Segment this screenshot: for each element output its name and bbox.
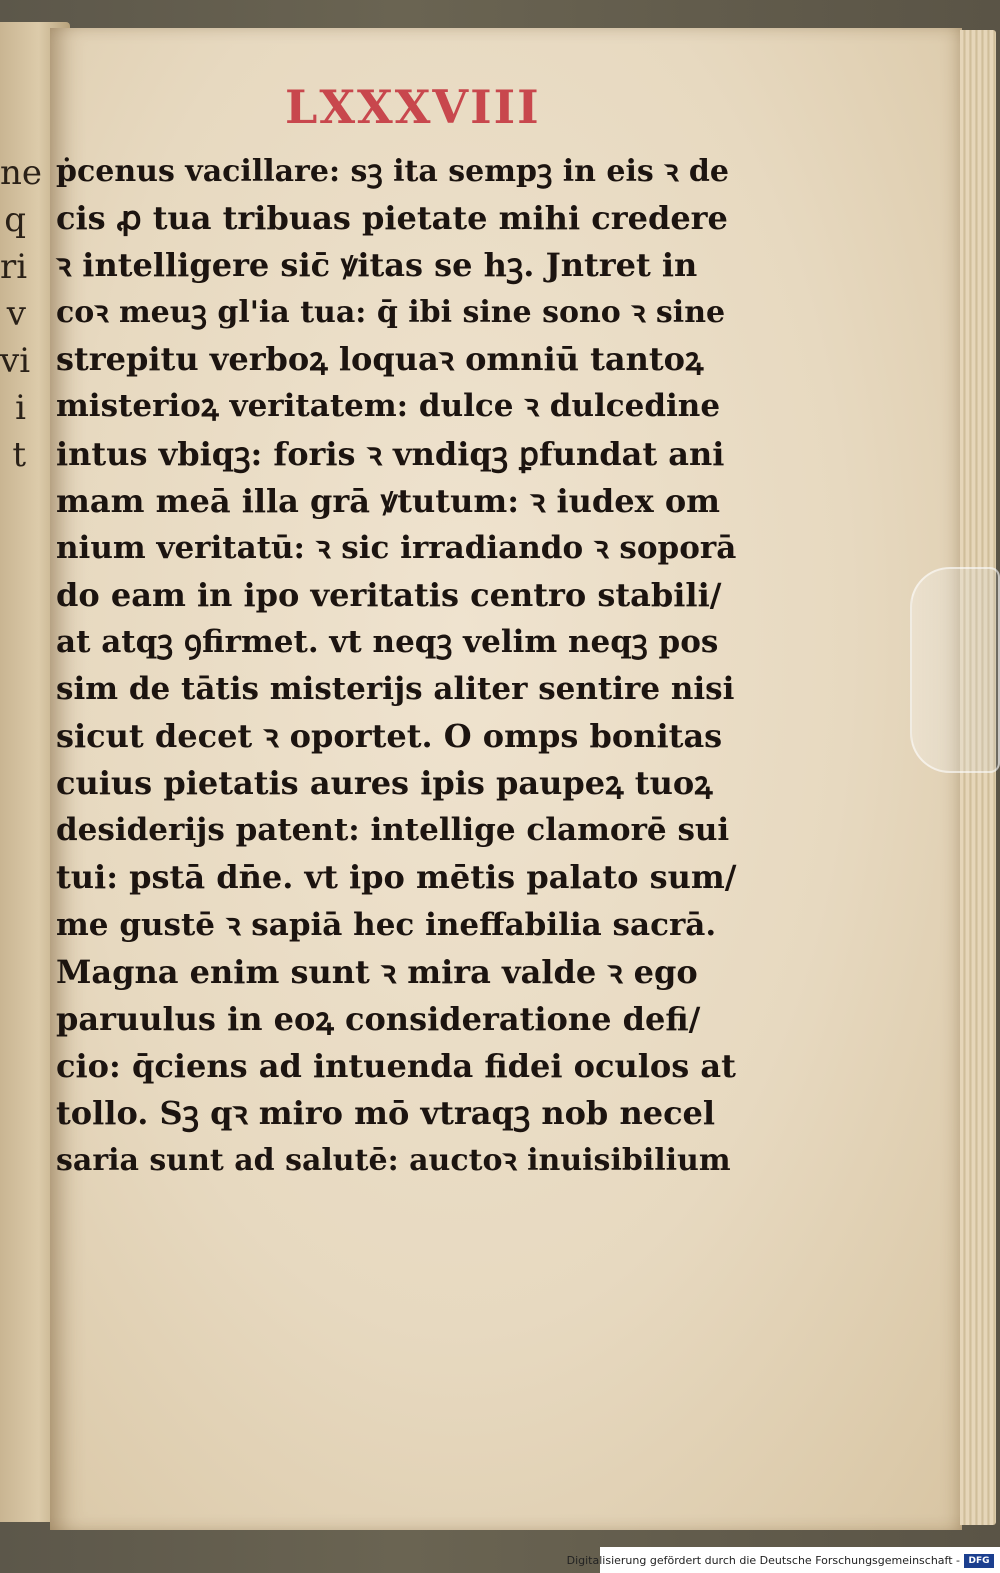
text-line: cio: q̄ciens ad intuenda fidei oculos at [56, 1046, 736, 1085]
text-line: desiderijs patent: intellige clamorē sui [56, 812, 730, 849]
margin-fragment [0, 479, 26, 526]
text-line: paruulus in eoꝝ consideratione defi/ [56, 999, 701, 1038]
text-line: at atqꝫ ꝯfirmet. vt neqꝫ velim neqꝫ pos [56, 623, 719, 660]
margin-fragment [0, 573, 26, 620]
text-line: nium veritatū: ꝛ sic irradiando ꝛ soporā [56, 529, 737, 566]
text-line: sim de tātis misterijs aliter sentire nisi [56, 671, 735, 708]
page-stack-edges [960, 30, 996, 1525]
text-line: do eam in ipo veritatis centro stabili/ [56, 575, 722, 614]
text-line: saria sunt ad salutē: auctoꝛ inuisibilium [56, 1142, 731, 1178]
margin-fragment: q [4, 200, 26, 240]
text-line: ṗcenus vacillare: sꝫ ita sempꝫ in eis ꝛ de [56, 154, 729, 189]
text-line: strepitu verboꝝ loquaꝛ omniū tantoꝝ [56, 340, 704, 379]
page-text [56, 148, 736, 1184]
margin-fragment: vi [0, 341, 31, 381]
folio-number: LXXXVIII [285, 80, 541, 134]
text-line: ꝛ intelligere sic̄ ꝟitas se hꝫ. Jntret in [56, 246, 698, 285]
footer-credit: Digitalisierung gefördert durch die Deutsche Forschungsgemeinschaft - [566, 1554, 960, 1567]
text-line: cis ꝓ tua tribuas pietate mihi credere [56, 199, 728, 238]
margin-fragment [0, 526, 26, 573]
text-line: cuius pietatis aures ipis paupeꝝ tuoꝝ [56, 764, 713, 803]
margin-fragment: t [12, 435, 26, 475]
text-line: intus vbiqꝫ: foris ꝛ vndiqꝫ ꝑfundat ani [56, 434, 725, 473]
text-line: Magna enim sunt ꝛ mira valde ꝛ ego [56, 952, 698, 991]
previous-page-margin-text [0, 150, 43, 620]
text-line: tui: pstā dn̄e. vt ipo mētis palato sum/ [56, 858, 737, 897]
text-line: sicut decet ꝛ oportet. O omps bonitas [56, 717, 723, 756]
dfg-logo: DFG [964, 1554, 994, 1568]
margin-fragment: ri [0, 247, 28, 287]
margin-fragment: ne [0, 153, 43, 193]
margin-fragment: i [15, 388, 26, 428]
text-line: coꝛ meuꝫ gl'ia tua: q̄ ibi sine sono ꝛ sine [56, 295, 726, 331]
text-line: mam meā illa grā ꝟtutum: ꝛ iudex om [56, 481, 721, 520]
glass-clip [910, 567, 1000, 773]
text-line: misterioꝝ veritatem: dulce ꝛ dulcedine [56, 388, 721, 425]
margin-fragment: v [6, 294, 26, 334]
text-line: tollo. Sꝫ qꝛ miro mō vtraqꝫ nob necel [56, 1093, 716, 1132]
text-line: me gustē ꝛ sapiā hec ineffabilia sacrā. [56, 906, 717, 943]
